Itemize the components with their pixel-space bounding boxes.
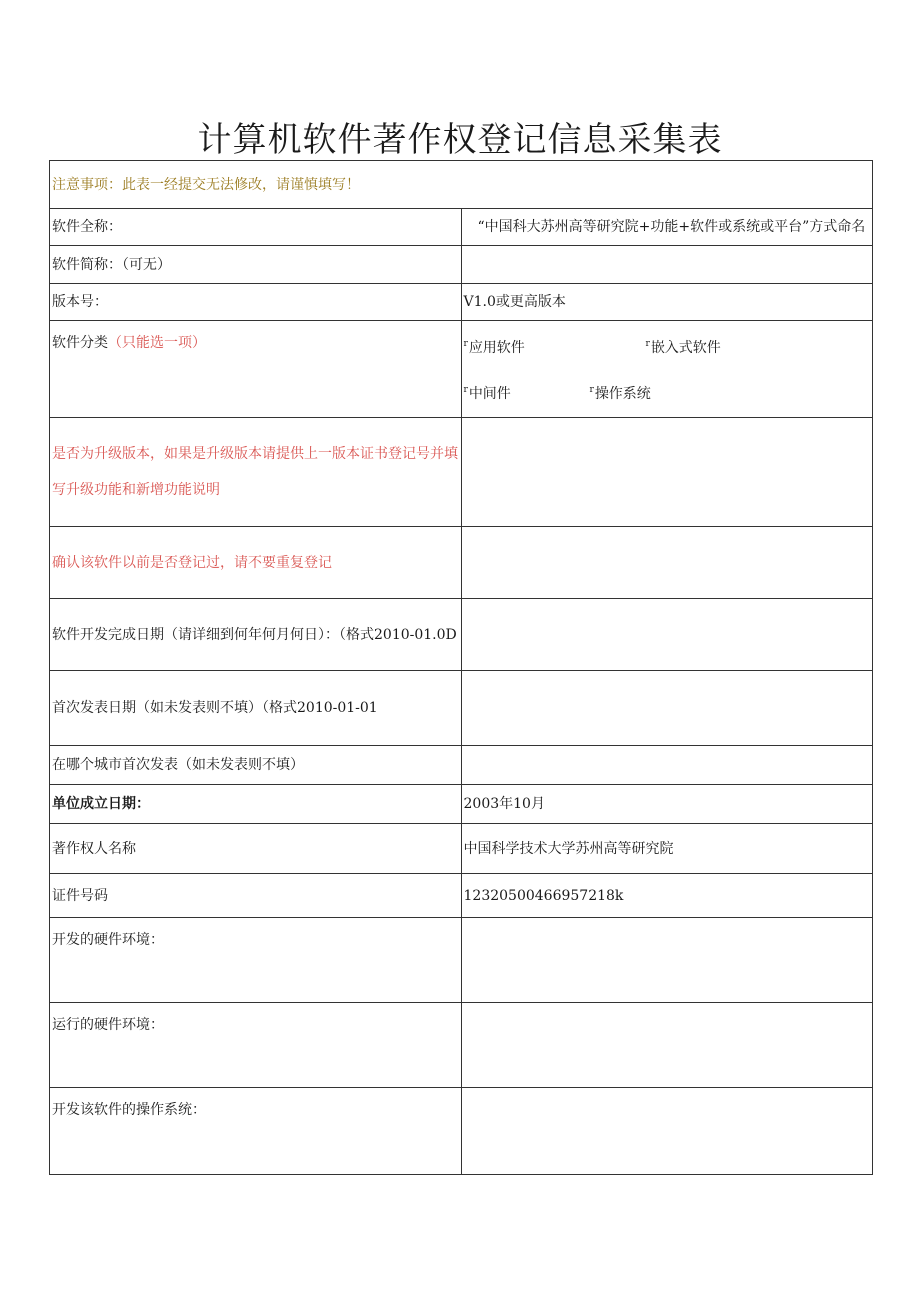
registered-value[interactable] <box>461 527 873 599</box>
first-publish-label: 首次发表日期（如未发表则不填）（格式2010-01-01 <box>50 671 462 746</box>
option-label: 应用软件 <box>468 340 525 356</box>
category-label-note: （只能选一项） <box>108 335 206 351</box>
checkbox-icon[interactable]: r <box>589 385 594 395</box>
publish-city-value[interactable] <box>461 746 873 785</box>
form-title: 计算机软件著作权登记信息采集表 <box>197 120 723 160</box>
upgrade-value[interactable] <box>461 418 873 527</box>
version-value[interactable]: V1.0或更高版本 <box>461 284 873 321</box>
dev-os-label: 开发该软件的操作系统： <box>50 1088 462 1175</box>
upgrade-label: 是否为升级版本，如果是升级版本请提供上一版本证书登记号并填写升级功能和新增功能说明 <box>50 418 462 527</box>
run-hw-value[interactable] <box>461 1003 873 1088</box>
cert-no-value[interactable]: 12320500466957218k <box>461 874 873 918</box>
run-hw-label: 运行的硬件环境： <box>50 1003 462 1088</box>
founded-value[interactable]: 2003年10月 <box>461 785 873 824</box>
founded-label: 单位成立日期： <box>50 785 462 824</box>
category-label: 软件分类 <box>52 335 108 351</box>
publish-city-label: 在哪个城市首次发表（如未发表则不填） <box>50 746 462 785</box>
owner-label: 著作权人名称 <box>50 824 462 874</box>
full-name-label: 软件全称： <box>50 209 462 246</box>
cert-no-label: 证件号码 <box>50 874 462 918</box>
option-os[interactable] <box>590 369 651 415</box>
notice-text: 注意事项：此表一经提交无法修改，请谨慎填写！ <box>50 161 873 209</box>
checkbox-icon[interactable]: r <box>645 339 650 349</box>
registered-label: 确认该软件以前是否登记过，请不要重复登记 <box>50 527 462 599</box>
option-label: 中间件 <box>468 386 511 402</box>
full-name-hint: “中国科大苏州高等研究院+功能+软件或系统或平台”方式命名 <box>477 219 866 235</box>
category-options <box>461 321 873 418</box>
option-app-software[interactable] <box>464 323 646 369</box>
dev-complete-label: 软件开发完成日期（请详细到何年何月何日）：（格式2010-01.0D <box>50 599 462 671</box>
dev-os-value[interactable] <box>461 1088 873 1175</box>
full-name-value[interactable] <box>461 209 873 246</box>
dev-hw-value[interactable] <box>461 918 873 1003</box>
short-name-value[interactable] <box>461 246 873 284</box>
version-label: 版本号： <box>50 284 462 321</box>
checkbox-icon[interactable]: r <box>463 339 468 349</box>
registration-form-table <box>49 160 873 1175</box>
option-label: 操作系统 <box>594 386 651 402</box>
option-middleware[interactable] <box>464 369 590 415</box>
category-label-cell <box>50 321 462 418</box>
first-publish-value[interactable] <box>461 671 873 746</box>
owner-value[interactable]: 中国科学技术大学苏州高等研究院 <box>461 824 873 874</box>
dev-complete-value[interactable] <box>461 599 873 671</box>
dev-hw-label: 开发的硬件环境： <box>50 918 462 1003</box>
checkbox-icon[interactable]: r <box>463 385 468 395</box>
option-embedded-software[interactable] <box>646 323 721 369</box>
option-label: 嵌入式软件 <box>650 340 721 356</box>
short-name-label: 软件简称：（可无） <box>50 246 462 284</box>
